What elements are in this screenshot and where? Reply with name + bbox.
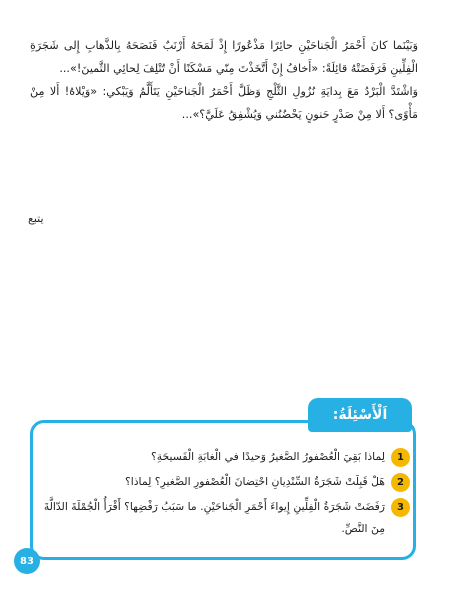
- page-number-badge: 83: [14, 548, 40, 574]
- question-text: هَلْ قَبِلَتْ شَجَرَةُ السِّنْدِيانِ احْتِضانَ الْعُصْفورِ الصَّغيرِ؟ لِماذا؟: [125, 475, 385, 488]
- question-item: [40, 446, 410, 468]
- questions-title: اَلْأَسْئِلَةُ:: [308, 398, 412, 432]
- question-number-badge: 3: [391, 498, 410, 517]
- story-paragraph-1: وَبَيْنَما كانَ أَحْمَرُ الْجَناحَيْنِ حائِرًا مَذْعُورًا إِذْ لَمَحَهُ أَرْنَبٌ فَنَصَحَهُ بِالذَّهابِ إِلى شَجَرَةِ الْفِلِّينِ فَرَفَضَتْهُ قائِلَةً: «أَخافُ إِنْ أَتَّخَذْتَ مِنّي مَسْكَنًا أَنْ تُتْلِفَ لِحائِي الثَّمينَ!»...: [30, 39, 418, 75]
- question-item: [40, 471, 410, 493]
- continue-label: يتبع: [28, 212, 44, 225]
- question-item: [40, 496, 410, 540]
- story-paragraph-2: وَاشْتَدَّ الْبَرْدُ مَعَ بِدايَةِ نُزُولِ الثَّلْجِ وَظَلَّ أَحْمَرُ الْجَناحَيْنِ يَتَأَلَّمُ وَيَبْكي: «وَيْلاهُ! أَلا مِنْ مَأْوًى؟ أَلا مِنْ صَدْرٍ حَنونٍ يَحْضُنُني وَيُشْفِقُ عَلَيَّ؟»...: [30, 85, 418, 121]
- question-number-badge: 2: [391, 473, 410, 492]
- question-number-badge: 1: [391, 448, 410, 467]
- story-text: [30, 34, 418, 126]
- question-text: رَفَضَتْ شَجَرَةُ الْفِلِّينِ إِيواءَ أَحْمَرِ الْجَناحَيْنِ. ما سَبَبُ رَفْضِها؟ أَقْرَأُ الْجُمْلَةَ الدّالَّةَ مِنَ النَّصِّ.: [43, 500, 385, 535]
- question-text: لِماذا بَقِيَ الْعُصْفورُ الصَّغيرُ وَحيدًا في الْغابَةِ الْفَسيحَةِ؟: [151, 450, 385, 463]
- questions-list: [40, 446, 410, 543]
